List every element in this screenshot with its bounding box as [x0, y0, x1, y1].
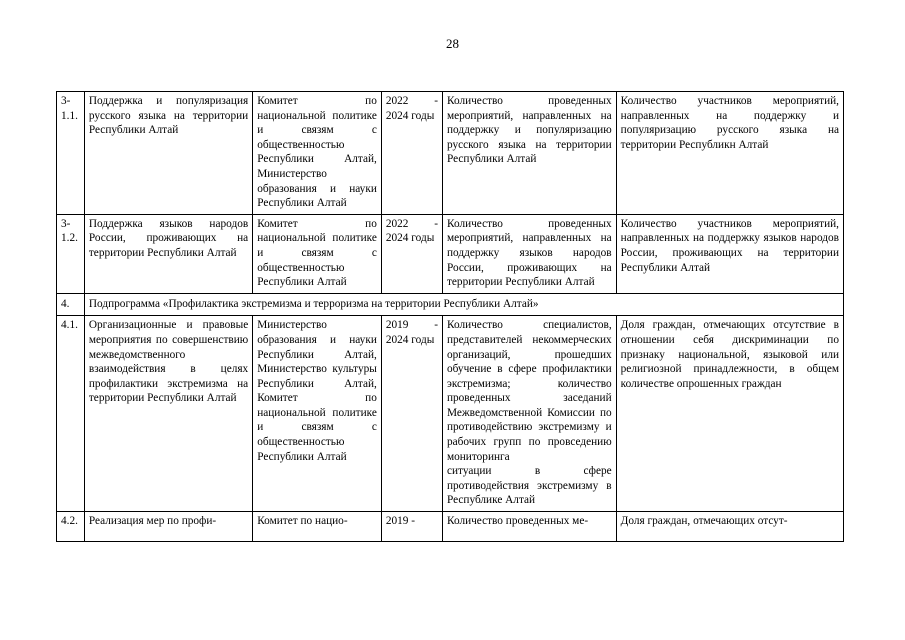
- row-number: 4.1.: [57, 316, 85, 512]
- result: Количество участников мероприятий, направленных на поддержку и популяризацию русского языка на территории Республикн Алтай: [616, 92, 843, 215]
- subprogram-title: Подпрограмма «Профилактика экстремизма и терроризма на территории Республики Алтай»: [84, 293, 843, 316]
- table-row: [57, 316, 844, 512]
- table-row: [57, 92, 844, 215]
- executor: Комитет по нацио-: [253, 512, 382, 542]
- executor: Министерство образования и науки Республики Алтай, Министерство культуры Республики Алтай, Комитет по национальной политике и связям с общественностью Республики Алтай: [253, 316, 382, 512]
- result: Доля граждан, отмечающих отсутствие в отношении себя дискриминации по признаку национальной, языковой или религиозной принадлежности, в общем количестве опрошенных граждан: [616, 316, 843, 512]
- measure-name: Поддержка и популяризация русского языка на территории Республики Алтай: [84, 92, 252, 215]
- measure-name: Организационные и правовые мероприятия по совершенствию межведомственного взаимодействия в целях профилактики экстремизма на территории Республики Алтай: [84, 316, 252, 512]
- measure-name: Реализация мер по профи-: [84, 512, 252, 542]
- indicator: Количество проведенных ме-: [442, 512, 616, 542]
- result: Количество участников мероприятий, направленных на поддержку языков народов России, проживающих на территории Республики Алтай: [616, 214, 843, 293]
- measure-name: Поддержка языков народов России, проживающих на территории Республики Алтай: [84, 214, 252, 293]
- row-number: 3- 1.1.: [57, 92, 85, 215]
- period: 2022 - 2024 годы: [381, 92, 442, 215]
- page-number: 28: [446, 36, 459, 51]
- table-row: [57, 512, 844, 542]
- period: 2019 - 2024 годы: [381, 316, 442, 512]
- program-table: [56, 91, 844, 542]
- table-row: [57, 214, 844, 293]
- row-number: 4.2.: [57, 512, 85, 542]
- executor: Комитет по национальной политике и связям с общественностью Республики Алтай: [253, 214, 382, 293]
- result: Доля граждан, отмечающих отсут-: [616, 512, 843, 542]
- row-number: 3- 1.2.: [57, 214, 85, 293]
- indicator: Количество специалистов, представителей некоммерческих организаций, прошедших обучение в сфере профилактики экстремизма; количество проведенных заседаний Межведомственной Комиссии по противодействию экстремизму и рабочих групп по провседению мониторинга ситуации в сфере противодействия экстремизму в Республике Алтай: [442, 316, 616, 512]
- period: 2022 - 2024 годы: [381, 214, 442, 293]
- subprogram-row: [57, 293, 844, 316]
- period: 2019 -: [381, 512, 442, 542]
- indicator: Количество проведенных мероприятий, направленных на поддержку языков народов России, проживающих на территории Республики Алтай: [442, 214, 616, 293]
- indicator: Количество проведенных мероприятий, направленных на поддержку и популяризацию русского языка на территории Республики Алтай: [442, 92, 616, 215]
- executor: Комитет по национальной политике и связям с общественностью Республики Алтай, Министерство образования и науки Республики Алтай: [253, 92, 382, 215]
- subprogram-number: 4.: [57, 293, 85, 316]
